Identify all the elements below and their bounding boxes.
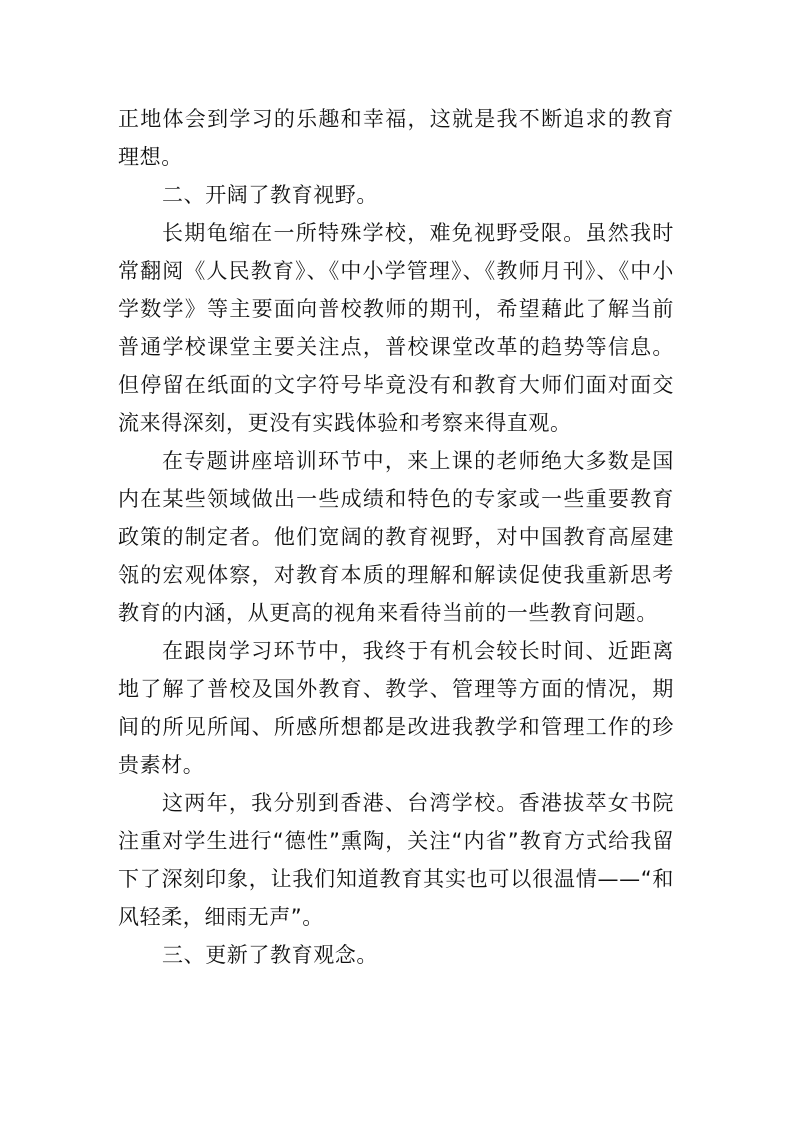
- paragraph: 在跟岗学习环节中，我终于有机会较长时间、近距离地了解了普校及国外教育、教学、管理等方面的情况，期间的所见所闻、所感所想都是改进我教学和管理工作的珍贵素材。: [118, 639, 674, 777]
- paragraph: 长期龟缩在一所特殊学校，难免视野受限。虽然我时常翻阅《人民教育》、《中小学管理》、《教师月刊》、《中小学数学》等主要面向普校教师的期刊，希望藉此了解当前普通学校课堂主要关注点，普校课堂改革的趋势等信息。但停留在纸面的文字符号毕竟没有和教育大师们面对面交流来得深刻，更没有实践体验和考察来得直观。: [118, 221, 674, 435]
- paragraph-continuation: 正地体会到学习的乐趣和幸福，这就是我不断追求的教育理想。: [118, 107, 674, 169]
- section-heading-3: 三、更新了教育观念。: [162, 943, 378, 967]
- section-heading-2: 二、开阔了教育视野。: [162, 183, 378, 207]
- paragraph: 这两年，我分别到香港、台湾学校。香港拔萃女书院注重对学生进行“德性”熏陶，关注“内省”教育方式给我留下了深刻印象，让我们知道教育其实也可以很温情——“和风轻柔，细雨无声”。: [118, 791, 674, 929]
- paragraph: 在专题讲座培训环节中，来上课的老师绝大多数是国内在某些领域做出一些成绩和特色的专家或一些重要教育政策的制定者。他们宽阔的教育视野，对中国教育高屋建瓴的宏观体察，对教育本质的理解和解读促使我重新思考教育的内涵，从更高的视角来看待当前的一些教育问题。: [118, 449, 674, 625]
- document-body: [118, 100, 674, 974]
